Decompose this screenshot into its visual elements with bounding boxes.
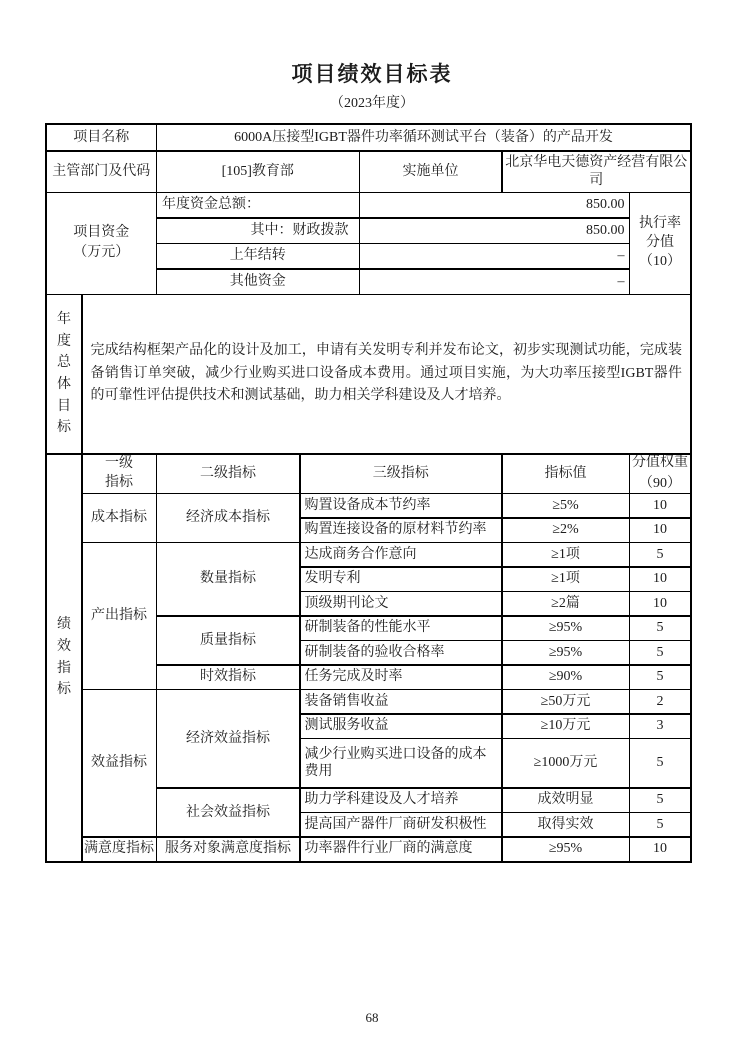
indicator-value: ≥5% [503, 494, 629, 517]
indicator-weight: 10 [630, 592, 690, 615]
funding-row-name: 其他资金 [157, 270, 359, 294]
project-name-value: 6000A压接型IGBT器件功率循环测试平台（装备）的产品开发 [157, 125, 690, 150]
indicator-value: ≥1000万元 [503, 739, 629, 787]
annual-goal-label: 年度总体目标 [47, 295, 81, 453]
level2-group: 经济成本指标 [157, 494, 299, 542]
indicator-l3: 功率器件行业厂商的满意度 [301, 838, 502, 861]
indicator-weight: 5 [630, 666, 690, 689]
level2-group: 时效指标 [157, 666, 299, 689]
indicator-weight: 10 [630, 838, 690, 861]
indicator-weight: 5 [630, 617, 690, 640]
page-title: 项目绩效目标表 [291, 62, 453, 86]
annual-goal-text: 完成结构框架产品化的设计及加工，申请有关发明专利并发布论文，初步实现测试功能，完成装备销售订单突破，减少行业购买进口设备成本费用。通过项目实施，为大功率压接型IGBT器件的可靠性评估提供技术和测试基础，助力相关学科建设及人才培养。 [83, 295, 691, 453]
indicator-weight: 5 [630, 739, 690, 787]
level1-group: 产出指标 [83, 543, 156, 689]
indicator-weight: 10 [630, 519, 690, 542]
indicator-value: ≥95% [503, 641, 629, 664]
indicator-weight: 2 [630, 690, 690, 713]
level2-group: 经济效益指标 [157, 690, 299, 787]
indicator-l3: 测试服务收益 [301, 715, 502, 738]
indicator-l3: 助力学科建设及人才培养 [301, 789, 502, 812]
performance-indicators-label: 绩效指标 [47, 455, 81, 861]
indicator-l3: 装备销售收益 [301, 690, 502, 713]
funding-row-name: 上年结转 [157, 244, 359, 268]
header-value: 指标值 [503, 455, 629, 493]
level2-group: 数量指标 [157, 543, 299, 615]
funding-row-name: 其中：财政拨款 [157, 219, 359, 243]
project-name-label: 项目名称 [47, 125, 156, 150]
funding-row-value: – [360, 270, 629, 294]
indicator-value: ≥2% [503, 519, 629, 542]
page-subtitle: （2023年度） [330, 96, 414, 111]
indicator-value: 成效明显 [503, 789, 629, 812]
indicator-value: ≥95% [503, 617, 629, 640]
dept-value: [105]教育部 [157, 152, 359, 192]
performance-target-table [45, 123, 692, 863]
dept-label: 主管部门及代码 [47, 152, 156, 192]
indicator-l3: 研制装备的性能水平 [301, 617, 502, 640]
level1-group: 成本指标 [83, 494, 156, 542]
indicator-value: 取得实效 [503, 813, 629, 836]
header-level1: 一级指标 [83, 455, 156, 493]
level2-group: 服务对象满意度指标 [157, 838, 299, 861]
funding-row-value: 850.00 [360, 219, 629, 243]
header-weight: 分值权重（90） [632, 455, 688, 491]
indicator-value: ≥10万元 [503, 715, 629, 738]
indicator-l3: 购置连接设备的原材料节约率 [301, 519, 502, 542]
indicator-weight: 10 [630, 494, 690, 517]
indicator-l3: 购置设备成本节约率 [301, 494, 502, 517]
indicator-weight: 5 [630, 641, 690, 664]
indicator-l3: 提高国产器件厂商研发积极性 [301, 813, 502, 836]
indicator-weight: 5 [630, 813, 690, 836]
funding-row-name: 年度资金总额： [157, 193, 359, 217]
indicator-value: ≥95% [503, 838, 629, 861]
level1-group: 效益指标 [83, 690, 156, 836]
indicator-weight: 10 [630, 568, 690, 591]
unit-value: 北京华电天德资产经营有限公司 [503, 152, 691, 192]
indicator-value: ≥2篇 [503, 592, 629, 615]
indicator-l3: 发明专利 [301, 568, 502, 591]
execution-rate-score [630, 193, 690, 294]
indicator-value: ≥1项 [503, 568, 629, 591]
execution-rate-line: 执行率 [639, 215, 681, 231]
header-level2: 二级指标 [157, 455, 299, 493]
indicator-weight: 3 [630, 715, 690, 738]
indicator-weight: 5 [630, 543, 690, 566]
indicator-value: ≥1项 [503, 543, 629, 566]
indicator-l3: 顶级期刊论文 [301, 592, 502, 615]
header-level3: 三级指标 [301, 455, 502, 493]
execution-rate-line: 分值 [646, 234, 674, 250]
level1-group: 满意度指标 [83, 838, 156, 861]
page-number: 68 [365, 1010, 379, 1025]
funding-row-value: 850.00 [360, 193, 629, 217]
indicator-l3: 减少行业购买进口设备的成本费用 [301, 739, 502, 787]
indicator-value: ≥90% [503, 666, 629, 689]
indicator-l3: 研制装备的验收合格率 [301, 641, 502, 664]
indicator-l3: 任务完成及时率 [301, 666, 502, 689]
indicator-value: ≥50万元 [503, 690, 629, 713]
funding-label: 项目资金（万元） [47, 193, 156, 294]
funding-row-value: – [360, 244, 629, 268]
indicator-weight: 5 [630, 789, 690, 812]
level2-group: 社会效益指标 [157, 789, 299, 837]
execution-rate-line: （10） [639, 253, 681, 269]
level2-group: 质量指标 [157, 617, 299, 665]
indicator-l3: 达成商务合作意向 [301, 543, 502, 566]
unit-label: 实施单位 [360, 152, 501, 192]
